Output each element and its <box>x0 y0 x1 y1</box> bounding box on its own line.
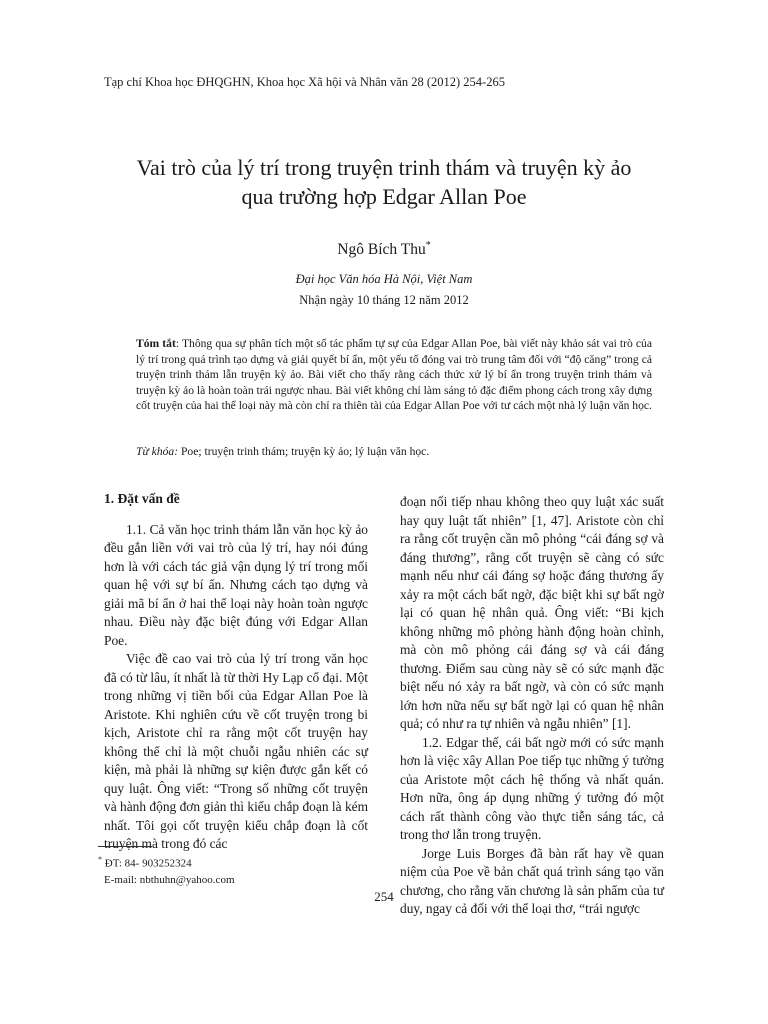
footnote-mark: * <box>98 855 102 864</box>
keywords-text: Poe; truyện trinh thám; truyện kỳ ảo; lý luận văn học. <box>178 445 430 458</box>
right-column <box>400 493 664 919</box>
footnote-phone-text: ĐT: 84- 903252324 <box>102 857 192 870</box>
paragraph: Việc đề cao vai trò của lý trí trong văn học đã có từ lâu, ít nhất là từ thời Hy Lạp cổ đại. Một trong những vị tiền bối của Edgar Allan Poe là Aristote. Khi nghiên cứu về cốt truyện trong bi kịch, Aristote chỉ ra rằng một cốt truyện hay không thể chỉ là một chuỗi ngẫu nhiên các sự kiện, mà phải là những sự kiện được gắn kết có quy luật. Ông viết: “Trong số những cốt truyện và hành động đơn giản thì kiểu chắp đoạn là kém nhất. Tôi gọi cốt truyện kiểu chắp đoạn là cốt truyện mà trong đó các <box>104 651 368 851</box>
paragraph: Jorge Luis Borges đã bàn rất hay về quan niệm của Poe về bản chất quá trình sáng tạo văn chương, cho rằng văn chương là sản phẩm của tư duy, ngay cả đối với thể loại thơ, “trái ngược <box>400 845 664 916</box>
left-column <box>104 490 368 854</box>
title-line-1: Vai trò của lý trí trong truyện trinh thám và truyện kỳ ảo <box>136 155 632 180</box>
paragraph: 1.2. Edgar thế, cái bất ngờ mới có sức mạnh hơn là việc xây Allan Poe tiếp tục những ý tưởng của Aristote một cách hệ thống và nhất quán. Hơn nữa, ông áp dụng những ý tưởng đó một cách rất thành công vào thực tiễn sáng tác, cả trong thơ lẫn trong truyện. <box>400 734 664 842</box>
footnote-email: E-mail: nbthuhn@yahoo.com <box>104 873 235 886</box>
keywords <box>136 444 652 460</box>
received-date: Nhận ngày 10 tháng 12 năm 2012 <box>299 293 469 307</box>
title-line-2: qua trường hợp Edgar Allan Poe <box>241 184 527 209</box>
paragraph: đoạn nối tiếp nhau không theo quy luật xác suất hay quy luật tất nhiên” [1, 47]. Aristote còn chỉ ra rằng cốt truyện cần mô phỏng “cái đáng sợ và đáng thương”, rằng cốt truyện sẽ càng có sức mạnh nếu như cái đáng sợ hoặc đáng thương ấy xảy ra một cách bất ngờ, đặc biệt khi sự bất ngờ lại có quan hệ nhân quả. Ông viết: “Bi kịch không những mô phỏng hành động hoàn chỉnh, mà còn mô phỏng cái đáng sợ và cái đáng thương. Điểm sau cùng này sẽ có sức mạnh đặc biệt nếu nó xảy ra bất ngờ, và còn có sức mạnh lớn hơn nữa nếu sự bất ngờ lại có quan hệ nhân quả; có như ra tự nhiên và ngẫu nhiên” [1]. <box>400 494 664 731</box>
author-footnote-mark: * <box>425 240 431 251</box>
author-name: Ngô Bích Thu <box>337 241 426 259</box>
section-heading: 1. Đặt vấn đề <box>104 491 180 506</box>
page-number: 254 <box>374 889 394 904</box>
author <box>0 240 768 259</box>
abstract-text: : Thông qua sự phân tích một số tác phẩm tự sự của Edgar Allan Poe, bài viết này khảo sát vai trò của lý trí trong quá trình tạo dựng và giải quyết bí ẩn, một yếu tố đóng vai trò trung tâm đối với “độ căng” trong cả truyện trinh thám lẫn truyện kỳ ảo. Bài viết cho thấy rằng cách thức xử lý bí ẩn trong truyện trinh thám và truyện kỳ ảo là hoàn toàn trái ngược nhau. Bài viết không chỉ làm sáng tỏ đặc điểm phong cách trong xây dựng cốt truyện của hai thể loại này mà còn chỉ ra thiên tài của Edgar Allan Poe với tư cách một nhà lý luận văn học. <box>136 337 652 413</box>
footnote-divider <box>98 846 152 847</box>
abstract-label: Tóm tắt <box>136 337 176 350</box>
paper-title <box>80 153 688 211</box>
keywords-label: Từ khóa: <box>136 445 179 458</box>
paragraph: 1.1. Cả văn học trinh thám lẫn văn học kỳ ảo đều gắn liền với vai trò của lý trí, hay nói đúng hơn là với cách tác giả vận dụng lý trí trong mối quan hệ với sự bí ẩn. Nhưng cách tạo dựng và giải mã bí ẩn ở hai thể loại này hoàn toàn ngược nhau. Điều này đặc biệt đúng với Edgar Allan Poe. <box>104 521 368 648</box>
footnote-phone <box>98 852 235 872</box>
journal-header: Tạp chí Khoa học ĐHQGHN, Khoa học Xã hội và Nhân văn 28 (2012) 254-265 <box>104 75 505 89</box>
affiliation: Đại học Văn hóa Hà Nội, Việt Nam <box>295 272 473 286</box>
abstract <box>136 336 652 414</box>
footnote <box>98 852 235 888</box>
